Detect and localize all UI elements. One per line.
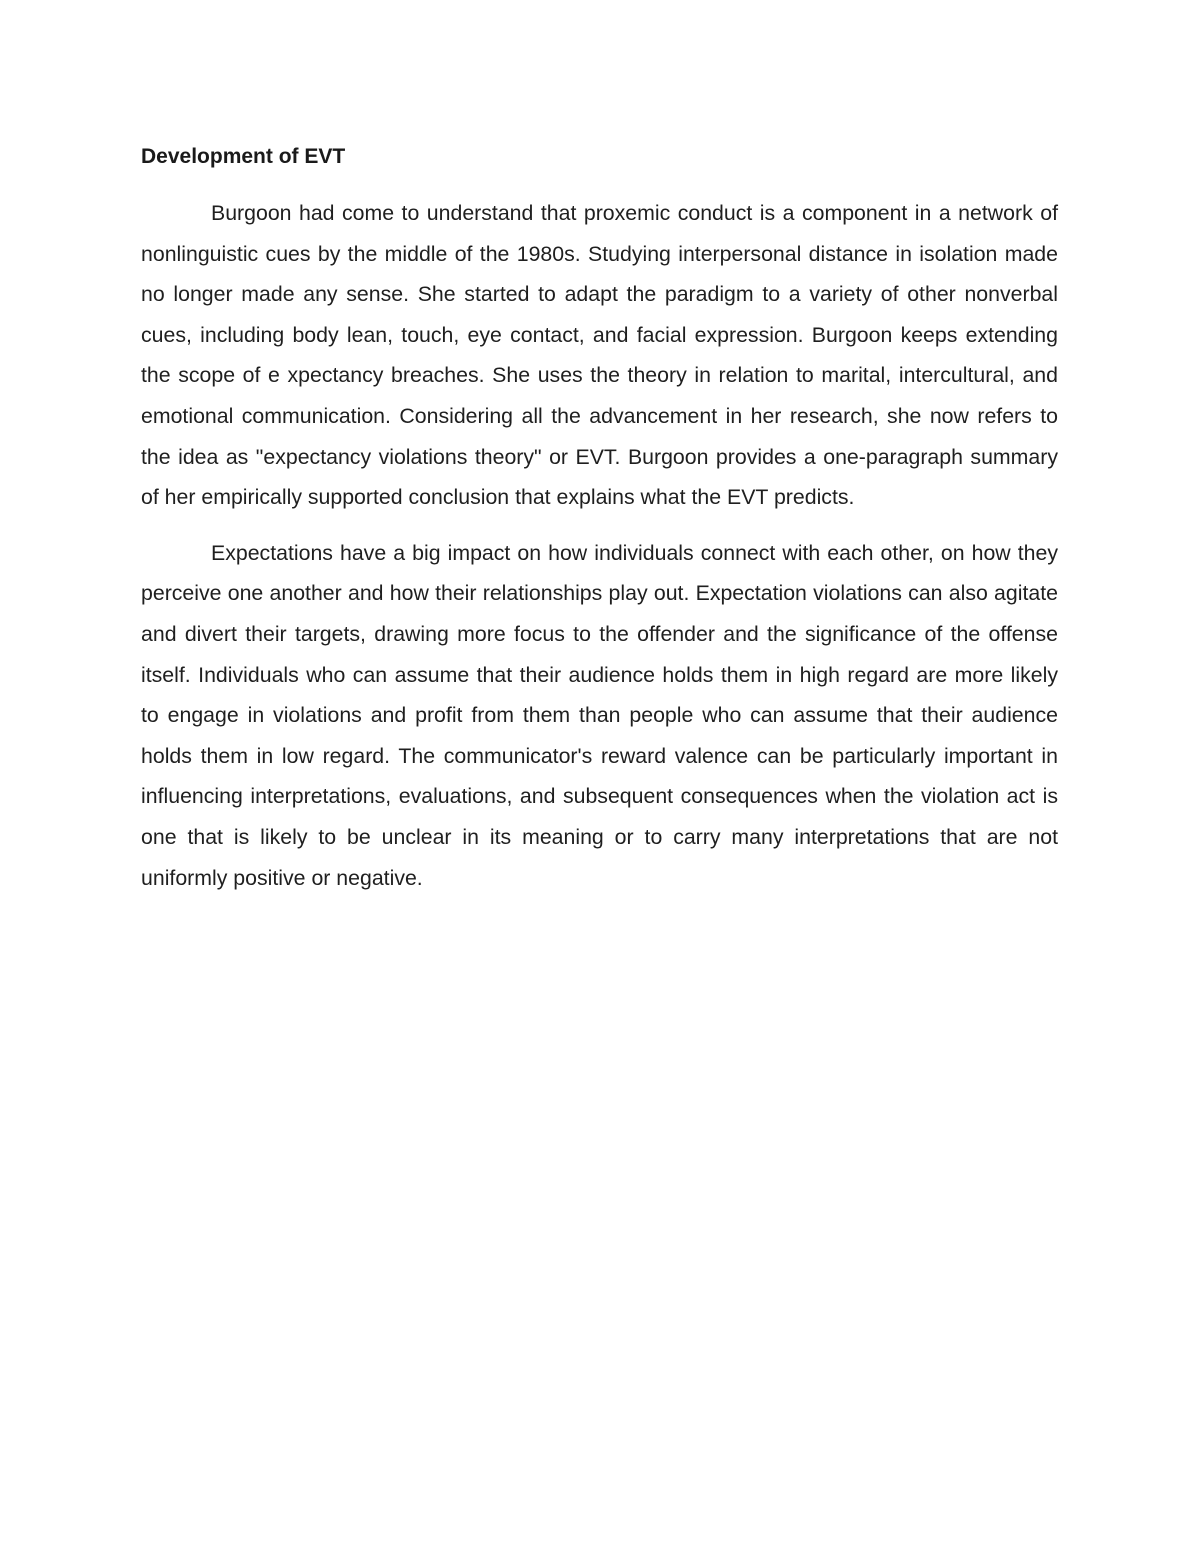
section-heading: Development of EVT [141, 145, 346, 168]
paragraph-2: Expectations have a big impact on how individuals connect with each other, on how they perceive one another and how their relationships play out. Expectation violations can also agitate and divert their targets, drawing more focus to the offender and the significance of the offense itself. Individuals who can assume that their audience holds them in high regard are more likely to engage in violations and profit from them than people who can assume that their audience holds them in low regard. The communicator's reward valence can be particularly important in influencing interpretations, evaluations, and subsequent consequences when the violation act is one that is likely to be unclear in its meaning or to carry many interpretations that are not uniformly positive or negative. [141, 540, 1058, 890]
document-body [141, 142, 1058, 898]
paragraph-1: Burgoon had come to understand that proxemic conduct is a component in a network of nonlinguistic cues by the middle of the 1980s. Studying interpersonal distance in isolation made no longer made any sense. She started to adapt the paradigm to a variety of other nonverbal cues, including body lean, touch, eye contact, and facial expression. Burgoon keeps extending the scope of e xpectancy breaches. She uses the theory in relation to marital, intercultural, and emotional communication. Considering all the advancement in her research, she now refers to the idea as "expectancy violations theory" or EVT. Burgoon provides a one-paragraph summary of her empirically supported conclusion that explains what the EVT predicts. [141, 201, 1058, 510]
